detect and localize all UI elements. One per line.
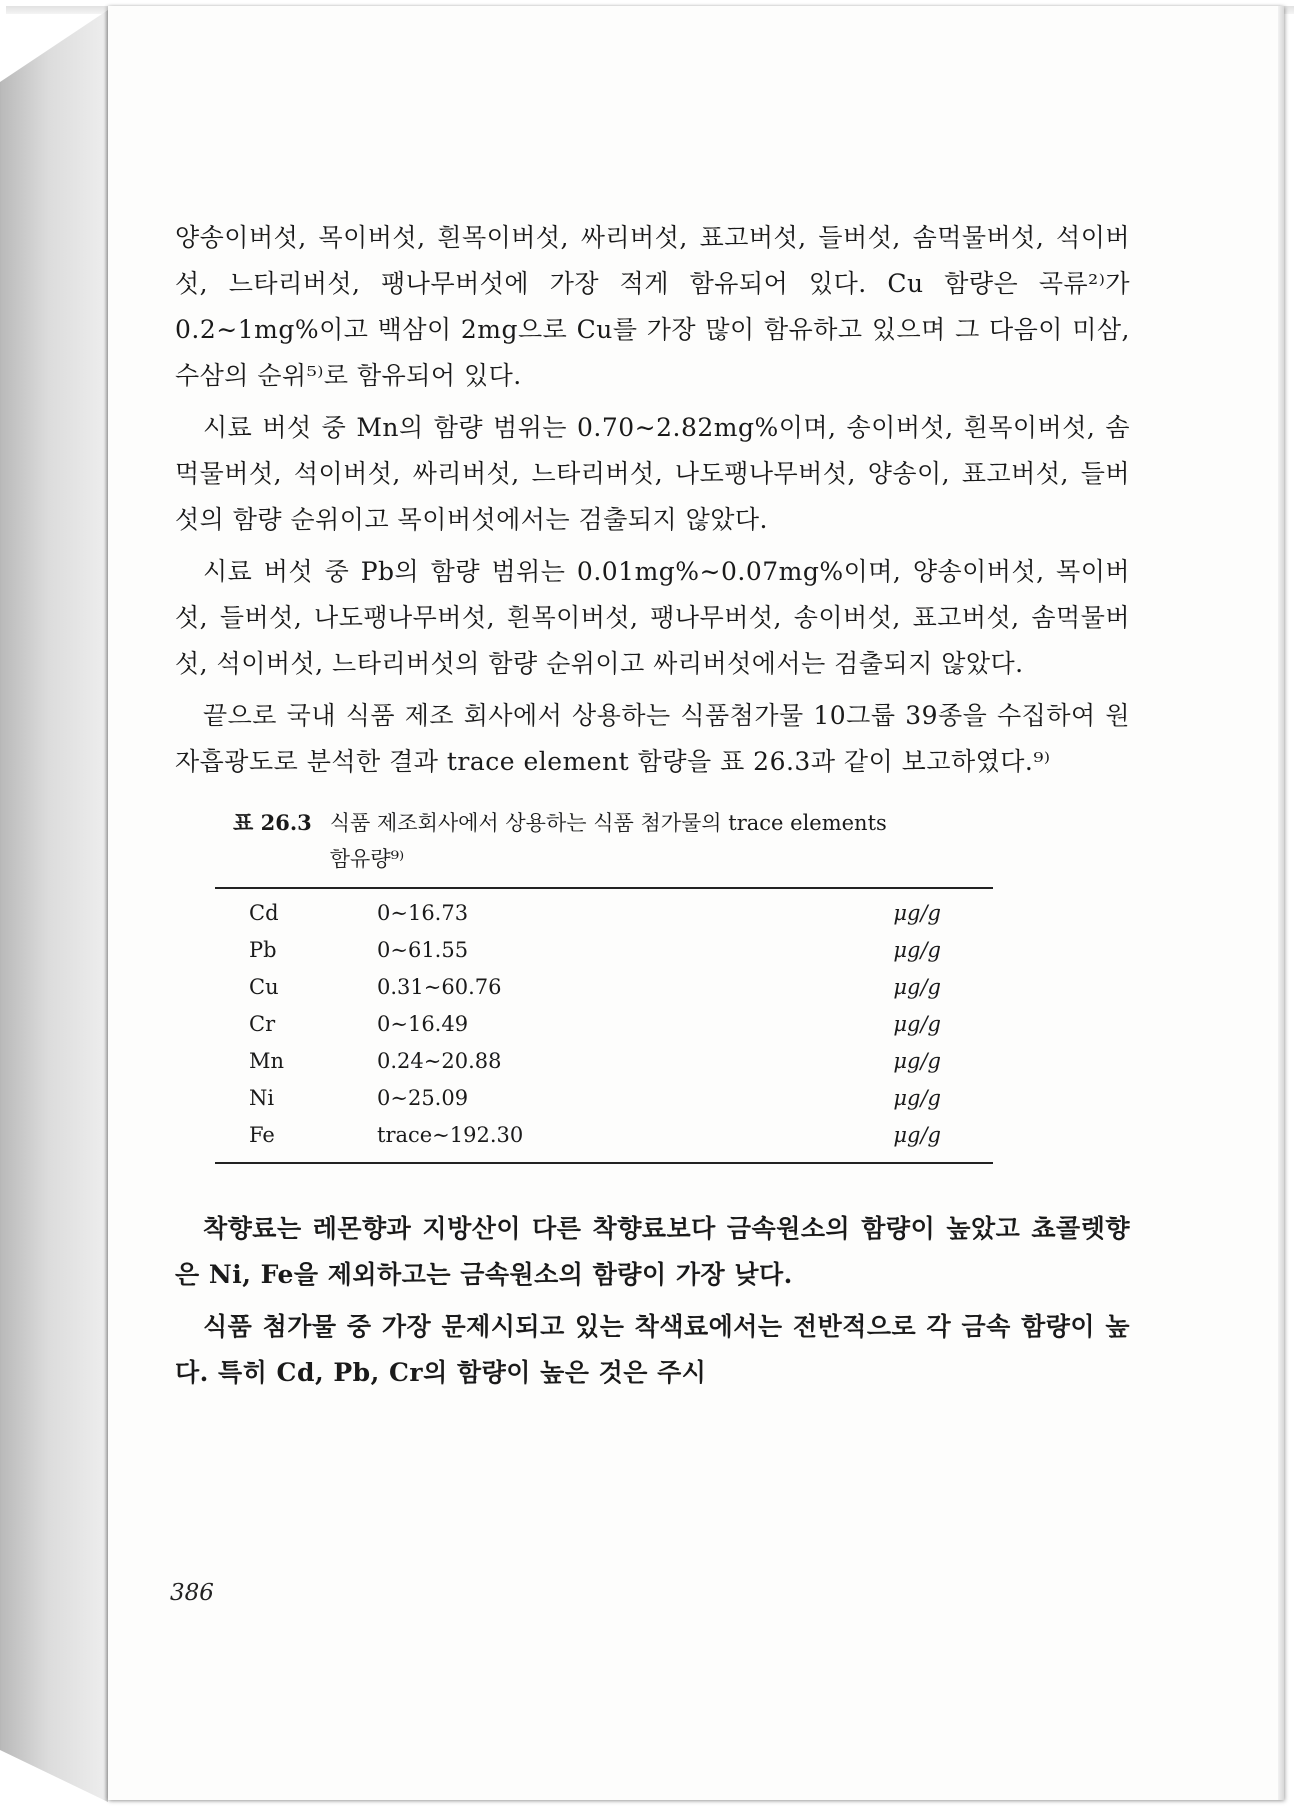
range-cell: 0.24∼20.88 bbox=[377, 1049, 502, 1073]
table-row bbox=[215, 895, 993, 932]
paragraph-4: 끝으로 국내 식품 제조 회사에서 상용하는 식품첨가물 10그룹 39종을 수집하여 원자흡광도로 분석한 결과 trace element 함량을 표 26.3과 같이 보고하였다.⁹⁾ bbox=[175, 701, 1130, 776]
unit-cell: μg/g bbox=[893, 1123, 941, 1147]
range-cell: 0∼61.55 bbox=[377, 938, 469, 962]
range-cell: 0.31∼60.76 bbox=[377, 975, 502, 999]
paragraph-1: 양송이버섯, 목이버섯, 흰목이버섯, 싸리버섯, 표고버섯, 들버섯, 솜먹물버섯, 석이버섯, 느타리버섯, 팽나무버섯에 가장 적게 함유되어 있다. Cu 함량은 곡류²⁾가 0.2∼1mg%이고 백삼이 2mg으로 Cu를 가장 많이 함유하고 있으며 그 다음이 미삼, 수삼의 순위⁵⁾로 함유되어 있다. bbox=[175, 223, 1130, 390]
range-cell: trace∼192.30 bbox=[377, 1123, 524, 1147]
table-row bbox=[215, 1006, 993, 1043]
element-cell: Cu bbox=[249, 975, 279, 999]
paragraph-2: 시료 버섯 중 Mn의 함량 범위는 0.70∼2.82mg%이며, 송이버섯, 흰목이버섯, 솜먹물버섯, 석이버섯, 싸리버섯, 느타리버섯, 나도팽나무버섯, 양송이, 표고버섯, 들버섯의 함량 순위이고 목이버섯에서는 검출되지 않았다. bbox=[175, 413, 1130, 534]
unit-cell: μg/g bbox=[893, 1012, 941, 1036]
table-caption-label: 표 26.3 bbox=[233, 810, 312, 835]
table-row bbox=[215, 1117, 993, 1154]
element-cell: Pb bbox=[249, 938, 277, 962]
page-right-edge bbox=[1278, 6, 1284, 1800]
table-caption-text: 식품 제조회사에서 상용하는 식품 첨가물의 trace elements 함유량⁹⁾ bbox=[329, 811, 887, 871]
paragraph-3: 시료 버섯 중 Pb의 함량 범위는 0.01mg%∼0.07mg%이며, 양송이버섯, 목이버섯, 들버섯, 나도팽나무버섯, 흰목이버섯, 팽나무버섯, 송이버섯, 표고버섯, 솜먹물버섯, 석이버섯, 느타리버섯의 함량 순위이고 싸리버섯에서는 검출되지 않았다. bbox=[175, 557, 1130, 678]
element-cell: Mn bbox=[249, 1049, 285, 1073]
page-content bbox=[175, 215, 1130, 1402]
page-number: 386 bbox=[170, 1580, 214, 1606]
range-cell: 0∼16.73 bbox=[377, 901, 469, 925]
unit-cell: μg/g bbox=[893, 1086, 941, 1110]
range-cell: 0∼16.49 bbox=[377, 1012, 469, 1036]
range-cell: 0∼25.09 bbox=[377, 1086, 469, 1110]
book-side-shadow bbox=[0, 10, 108, 1802]
element-cell: Cr bbox=[249, 1012, 276, 1036]
table-row bbox=[215, 969, 993, 1006]
element-cell: Ni bbox=[249, 1086, 275, 1110]
element-cell: Fe bbox=[249, 1123, 275, 1147]
paragraph-6: 식품 첨가물 중 가장 문제시되고 있는 착색료에서는 전반적으로 각 금속 함량이 높다. 특히 Cd, Pb, Cr의 함량이 높은 것은 주시 bbox=[175, 1312, 1130, 1387]
paragraph-5: 착향료는 레몬향과 지방산이 다른 착향료보다 금속원소의 함량이 높았고 쵸콜렛향은 Ni, Fe을 제외하고는 금속원소의 함량이 가장 낮다. bbox=[175, 1214, 1130, 1289]
trace-elements-table bbox=[215, 887, 993, 1164]
table-row bbox=[215, 1080, 993, 1117]
unit-cell: μg/g bbox=[893, 975, 941, 999]
unit-cell: μg/g bbox=[893, 901, 941, 925]
element-cell: Cd bbox=[249, 901, 279, 925]
table-row bbox=[215, 1043, 993, 1080]
table-row bbox=[215, 932, 993, 969]
table-caption bbox=[233, 805, 1130, 877]
unit-cell: μg/g bbox=[893, 938, 941, 962]
unit-cell: μg/g bbox=[893, 1049, 941, 1073]
